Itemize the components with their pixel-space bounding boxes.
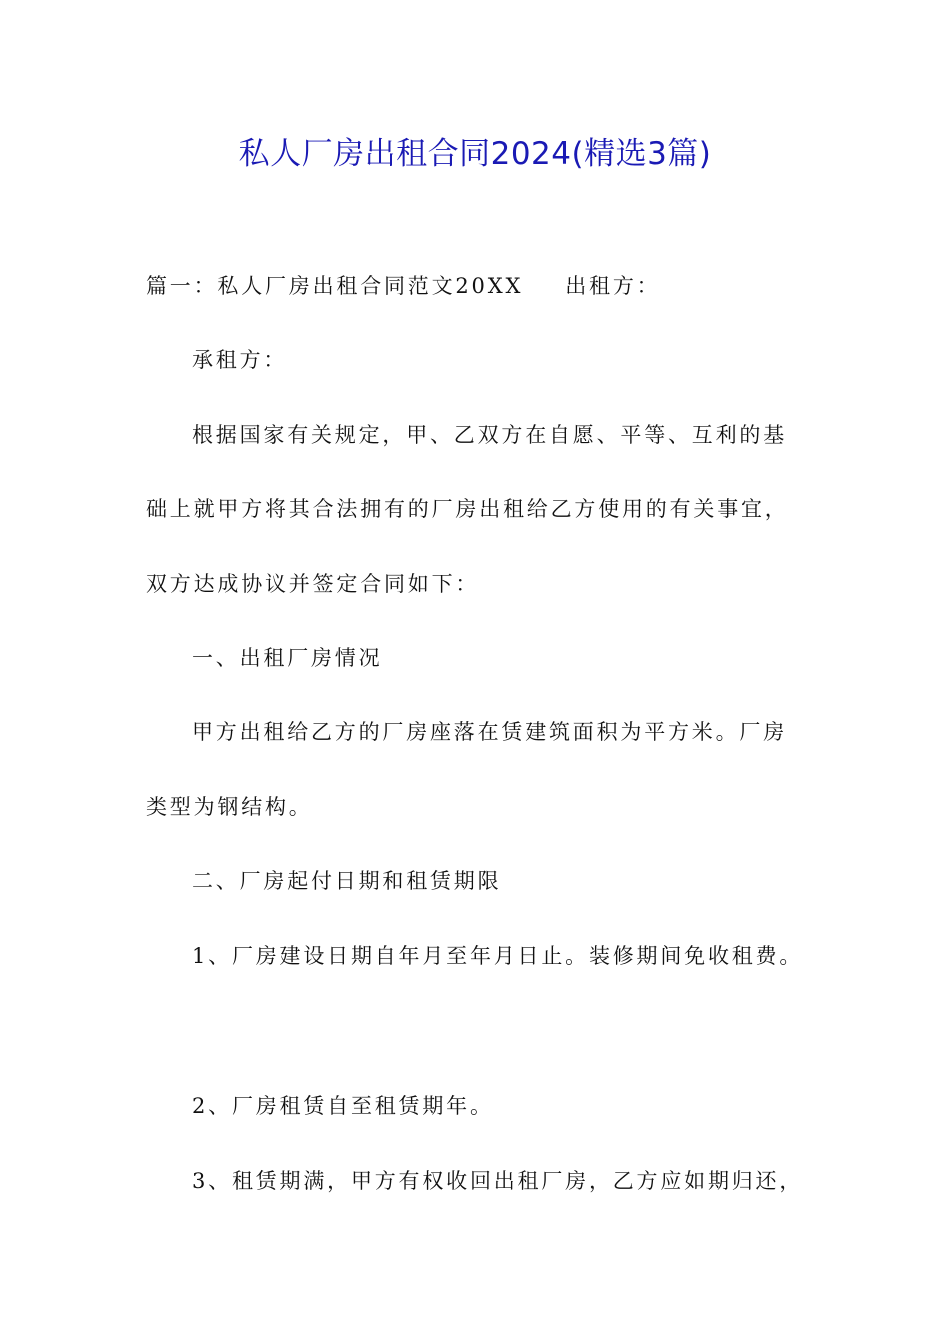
paragraph-line-7: 甲方出租给乙方的厂房座落在赁建筑面积为平方米。厂房 <box>192 720 787 744</box>
paragraph-line-4: 础上就甲方将其合法拥有的厂房出租给乙方使用的有关事宜， <box>146 497 789 521</box>
clause-1: 1、厂房建设日期自年月至年月日止。装修期间免收租费。 <box>192 944 804 968</box>
lessor-label: 出租方： <box>565 274 661 298</box>
section-heading-1: 一、出租厂房情况 <box>192 646 383 670</box>
section-heading-2: 二、厂房起付日期和租赁期限 <box>192 869 502 893</box>
clause-2: 2、厂房租赁自至租赁期年。 <box>192 1094 494 1118</box>
section-heading: 篇一：私人厂房出租合同范文20XX <box>146 274 524 298</box>
paragraph-line-8: 类型为钢结构。 <box>146 795 313 819</box>
paragraph-line-1 <box>146 271 660 301</box>
clause-3: 3、租赁期满，甲方有权收回出租厂房，乙方应如期归还， <box>192 1169 804 1193</box>
lessee-label: 承租方： <box>192 348 288 372</box>
paragraph-line-5: 双方达成协议并签定合同如下： <box>146 572 480 596</box>
paragraph-line-3: 根据国家有关规定，甲、乙双方在自愿、平等、互利的基 <box>192 423 787 447</box>
document-title: 私人厂房出租合同2024(精选3篇) <box>238 136 712 172</box>
